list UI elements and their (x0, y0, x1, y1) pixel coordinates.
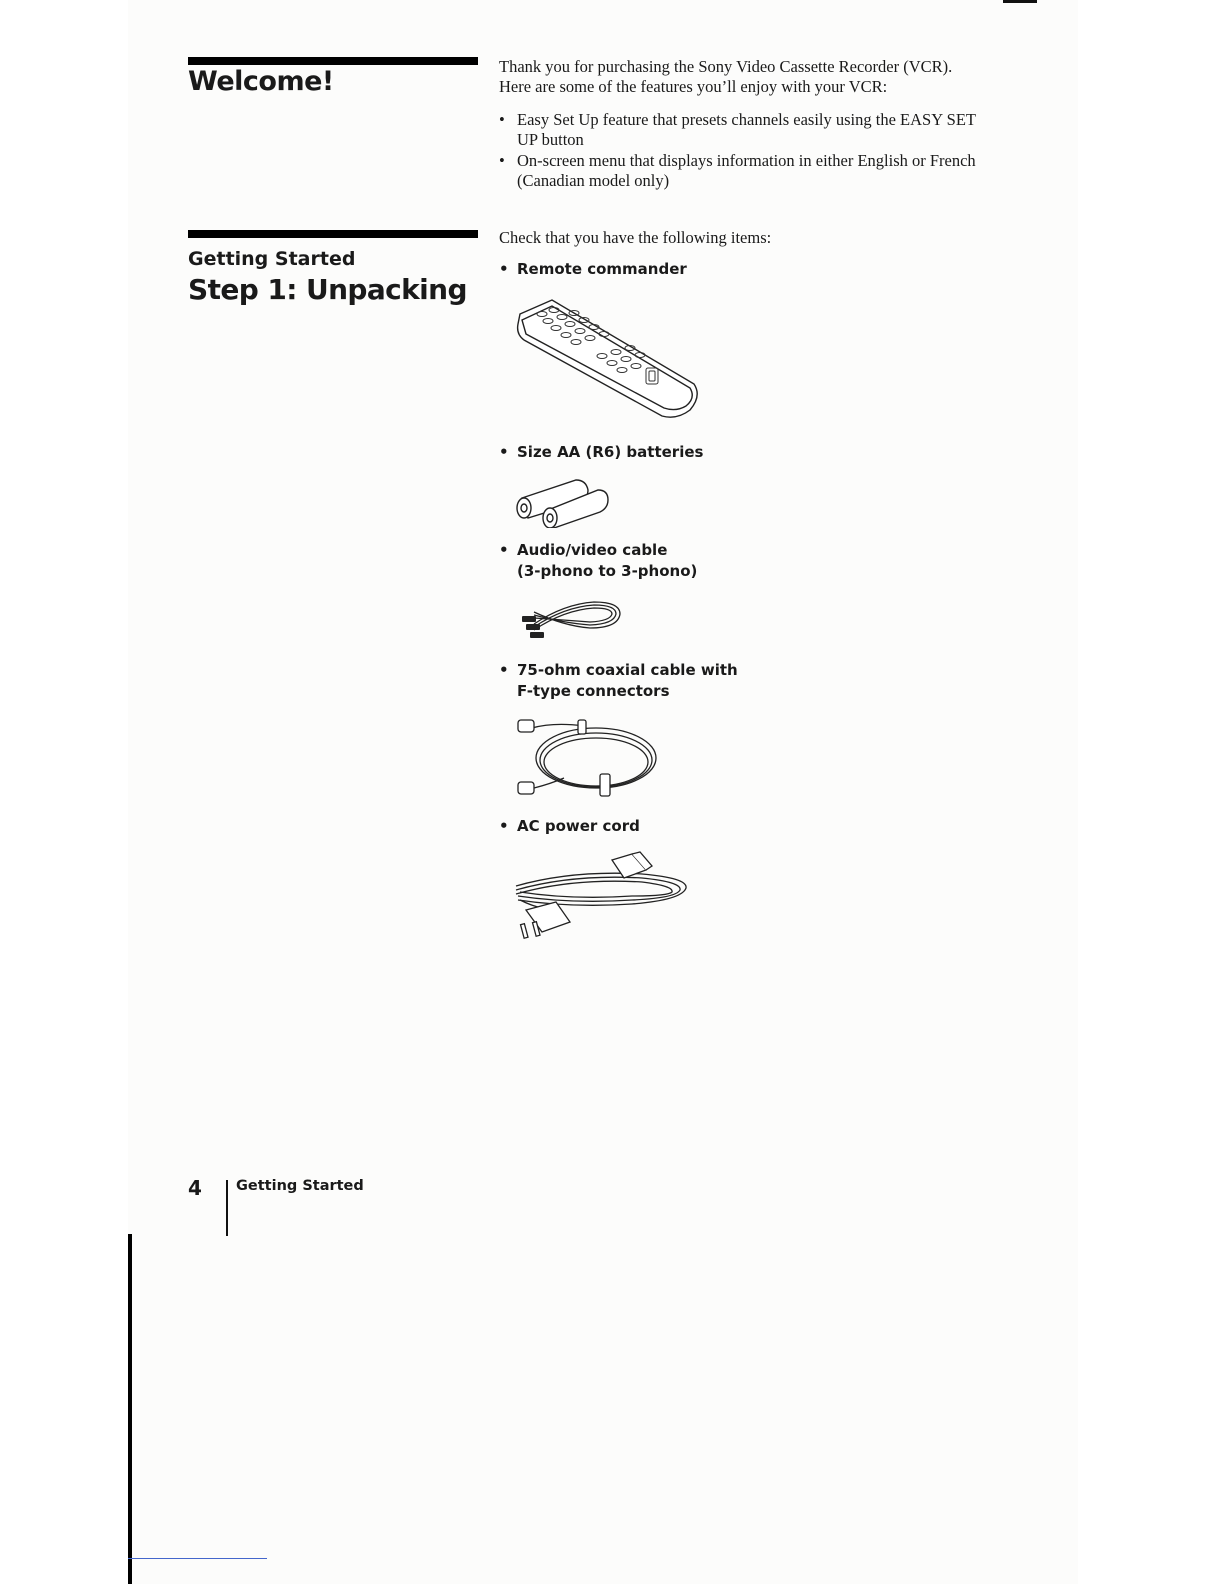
batteries-icon (514, 476, 614, 528)
intro-line-2: Here are some of the features you’ll enjoy with your VCR: (499, 77, 888, 96)
bottom-underline (128, 1558, 267, 1559)
feature-line-2: UP button (517, 130, 584, 149)
section-label: Getting Started (188, 248, 356, 270)
step-title: Step 1: Unpacking (188, 273, 467, 306)
bullet-icon: • (499, 817, 509, 835)
footer-divider (226, 1180, 228, 1236)
item-label: AC power cord (517, 817, 640, 835)
intro-text (499, 57, 952, 97)
item-heading (499, 259, 687, 280)
page-number: 4 (188, 1176, 202, 1200)
feature-line-1: On-screen menu that displays information in either English or French (517, 151, 976, 170)
bullet-icon: • (499, 110, 505, 129)
check-items-text: Check that you have the following items: (499, 228, 772, 247)
corner-mark (1003, 0, 1037, 3)
remote-commander-icon (512, 296, 702, 426)
item-label-line-2: F-type connectors (517, 682, 670, 700)
footer-section-label: Getting Started (236, 1178, 364, 1194)
feature-list (499, 110, 1019, 192)
feature-item (499, 151, 1019, 191)
item-heading (499, 442, 703, 463)
item-heading (499, 660, 738, 702)
binding-edge (128, 1234, 132, 1584)
item-label: Remote commander (517, 260, 687, 278)
feature-line-2: (Canadian model only) (517, 171, 670, 190)
item-heading (499, 816, 640, 837)
coaxial-cable-icon (514, 714, 660, 802)
section-rule (188, 230, 478, 238)
item-label-line-2: (3-phono to 3-phono) (517, 562, 698, 580)
item-label-line-1: 75-ohm coaxial cable with (517, 661, 738, 679)
bullet-icon: • (499, 443, 509, 461)
feature-line-1: Easy Set Up feature that presets channels easily using the EASY SET (517, 110, 976, 129)
section-rule (188, 57, 478, 65)
bullet-icon: • (499, 661, 509, 679)
feature-item (499, 110, 1019, 150)
item-label: Size AA (R6) batteries (517, 443, 704, 461)
welcome-title: Welcome! (188, 66, 334, 97)
item-heading (499, 540, 697, 582)
av-cable-icon (514, 594, 626, 646)
bullet-icon: • (499, 151, 505, 170)
intro-line-1: Thank you for purchasing the Sony Video Cassette Recorder (VCR). (499, 57, 953, 76)
bullet-icon: • (499, 541, 509, 559)
power-cord-icon (512, 850, 692, 944)
bullet-icon: • (499, 260, 509, 278)
item-label-line-1: Audio/video cable (517, 541, 668, 559)
